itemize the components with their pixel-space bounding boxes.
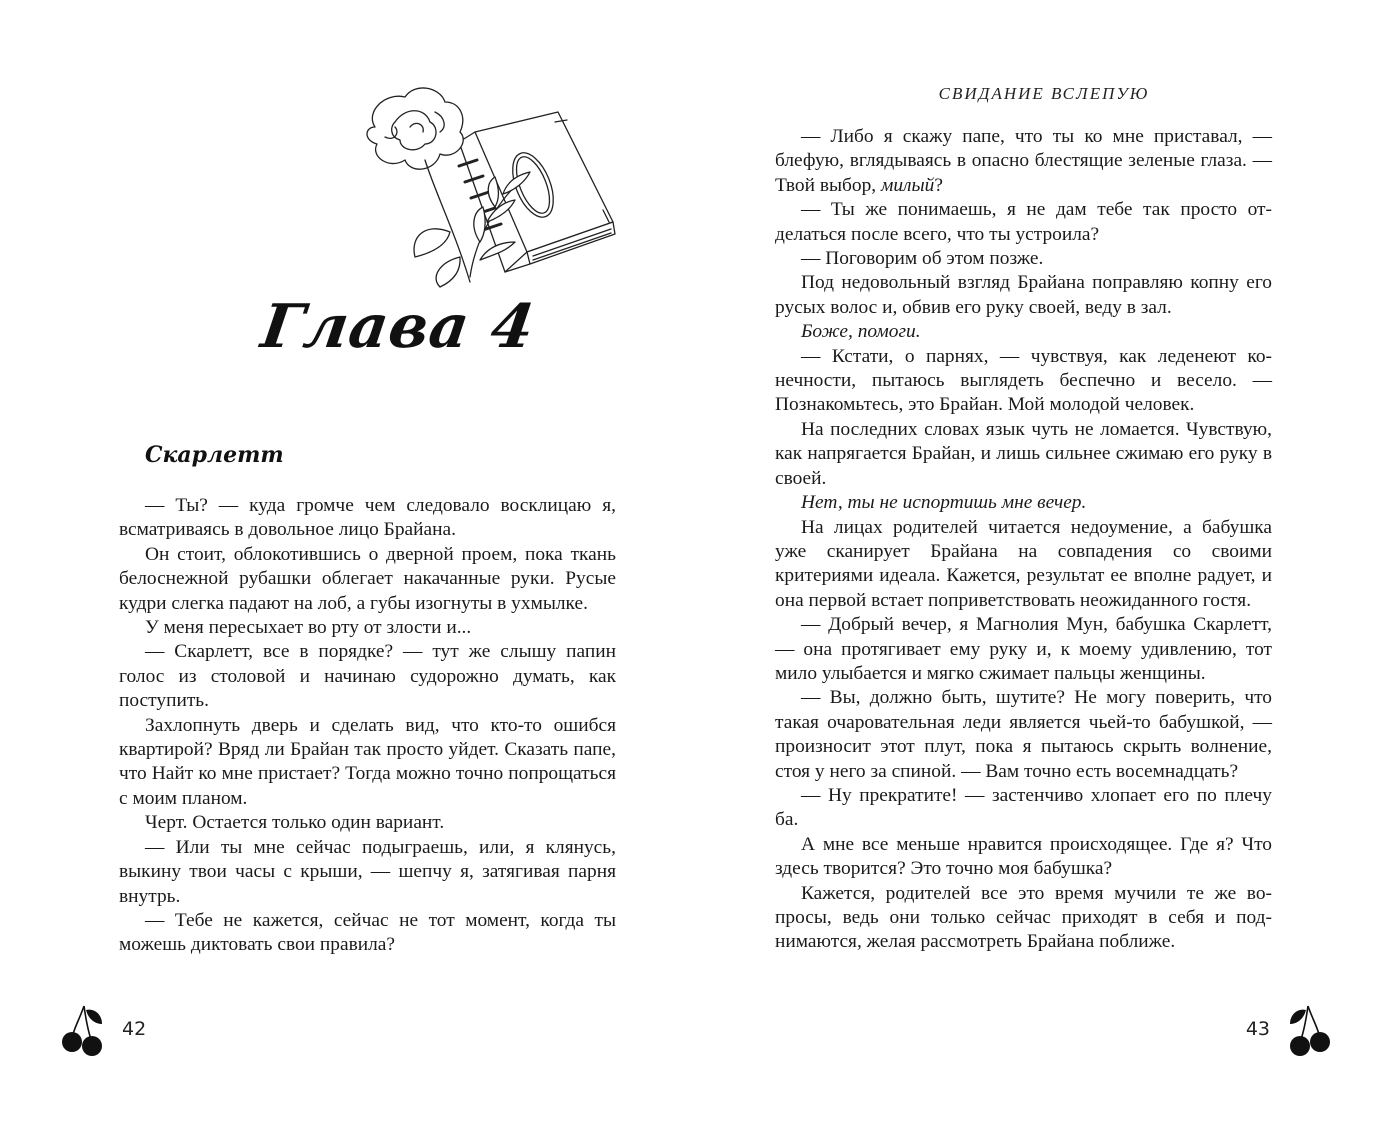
right-page [696, 0, 1392, 1125]
page-number: 42 [122, 1018, 147, 1040]
paragraph: Под недовольный взгляд Брайана поправляю копну его русых волос и, обвив его руку своей, веду в зал. [775, 272, 1272, 318]
pov-heading: Скарлетт [145, 442, 284, 468]
paragraph: — Или ты мне сейчас подыграешь, или, я клянусь, выкину твои часы с крыши, — шепчу я, затягивая парня внутрь. [119, 836, 616, 907]
paragraph: Он стоит, облокотившись о дверной проем, пока ткань белоснежной рубашки облегает накачанные руки. Русые кудри слегка падают на лоб, а губы изогнуты в ухмылке. [119, 543, 616, 614]
paragraph: — Ну прекратите! — застенчиво хлопает его по плечу ба. [775, 784, 1272, 831]
paragraph: — Поговорим об этом позже. [801, 248, 1044, 270]
paragraph: — Скарлетт, все в порядке? — тут же слышу папин голос из столовой и начинаю судорожно думать, как поступить. [119, 641, 616, 712]
paragraph: — Кстати, о парнях, — чувствуя, как леденеют конечности, пытаюсь выглядеть беспечно и весело. — Познакомьтесь, это Брайан. Мой молодой человек. [775, 345, 1272, 416]
paragraph-italic: Боже, помоги. [801, 321, 921, 343]
chapter-title: Глава 4 [257, 292, 540, 362]
cherry-icon [60, 1002, 110, 1056]
right-folio [1246, 1002, 1332, 1056]
paragraph: — Ты же понимаешь, я не дам тебе так просто отделаться после всего, что ты устроила? [775, 199, 1272, 245]
left-folio [60, 1002, 146, 1056]
paragraph: Кажется, родителей все это время мучили те же вопросы, ведь они только сейчас приходят в себя и поднимаются, желая рассмотреть Брайана поближе. [775, 882, 1272, 953]
running-head: СВИДАНИЕ ВСЛЕПУЮ [938, 84, 1150, 103]
italic-text: милый [880, 174, 935, 196]
paragraph: У меня пересыхает во рту от злости и... [145, 617, 472, 639]
paragraph: На последних словах язык чуть не ломается. Чувствую, как напрягается Брайан, и лишь сильнее сжимаю его руку в своей. [775, 418, 1272, 489]
page-number: 43 [1245, 1018, 1270, 1040]
paragraph: — Тебе не кажется, сейчас не тот момент, когда ты можешь диктовать свои правила? [119, 909, 616, 956]
paragraph: — Ты? — куда громче чем следовало восклицаю я, всматриваясь в довольное лицо Брайана. [119, 495, 616, 541]
paragraph-italic: Нет, ты не испортишь мне вечер. [801, 492, 1087, 514]
paragraph: Захлопнуть дверь и сделать вид, что кто-то ошибся квартирой? Вряд ли Брайан так просто уйдет. Сказать папе, что Найт ко мне пристает? Тогда можно точно попрощаться с моим планом. [119, 714, 616, 809]
cherry-icon [1282, 1002, 1332, 1056]
right-page-body [775, 125, 1272, 955]
left-page-body [119, 494, 616, 958]
paragraph: — Либо я скажу папе, что ты ко мне приставал, — блефую, вглядываясь в опасно блестящие зеленые глаза. — Твой выбор, милый? [775, 126, 1272, 196]
paragraph: На лицах родителей читается недоумение, а бабушка уже сканирует Брайана на совпадения со своими критериями идеала. Кажется, результат ее вполне радует, и она первой встает поприветствовать неожиданного гостя. [775, 516, 1272, 611]
paragraph: — Добрый вечер, я Магнолия Мун, бабушка Скарлетт, — она протягивает ему руку и, к моему удивлению, тот мило улыбается и мягко сжимает пальцы женщины. [775, 614, 1272, 684]
paragraph: А мне все меньше нравится происходящее. Где я? Что здесь творится? Это точно моя бабушка? [775, 833, 1272, 880]
paragraph: — Вы, должно быть, шутите? Не могу поверить, что такая очаровательная леди является чьей-то бабушкой, — произносит этот плут, пока я пытаюсь скрыть волнение, стоя у него за спиной. — Вам точно есть восемнадцать? [775, 687, 1272, 782]
paragraph: Черт. Остается только один вариант. [145, 812, 445, 834]
peony-book-illustration-icon [355, 82, 620, 292]
